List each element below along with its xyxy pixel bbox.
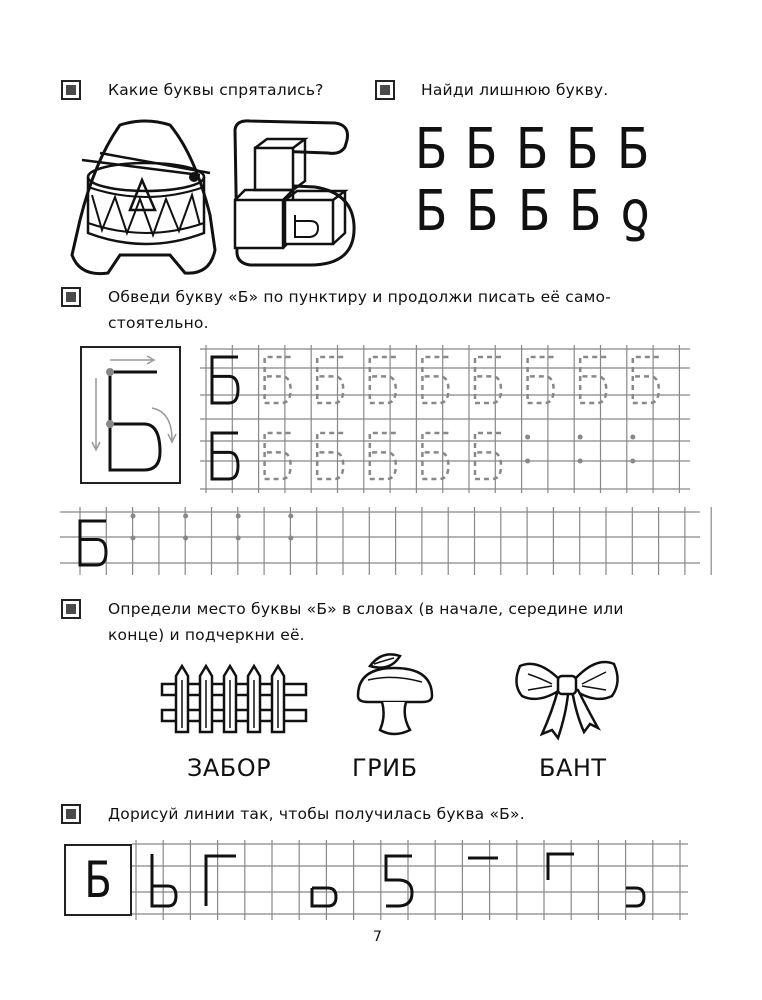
task-odd-letter-text: Найди лишнюю букву. [421, 81, 609, 99]
trace-letter-dashed [528, 357, 554, 403]
practice-grid [60, 507, 700, 575]
odd-letter-glyph[interactable]: Б [414, 117, 448, 182]
task-position-text-line1: Определи место буквы «Б» в словах (в начале, середине или [108, 600, 624, 618]
trace-letter-dashed [422, 433, 448, 479]
guide-dot [288, 536, 293, 541]
guide-dot [183, 514, 188, 519]
trace-letter-dashed [422, 357, 448, 403]
trace-letter-dashed [265, 433, 291, 479]
bow-icon [512, 656, 622, 740]
word-grib[interactable]: ГРИБ [352, 754, 418, 782]
practice-letter-solid [80, 521, 106, 565]
task-trace-text-line1: Обведи букву «Б» по пунктиру и продолжи писать её само- [108, 288, 612, 306]
task-hidden-letters-text: Какие буквы спрятались? [108, 81, 324, 99]
hidden-letters-illustration [60, 115, 360, 285]
stroke-order-diagram [82, 348, 179, 482]
odd-letter-glyph[interactable]: Б [414, 179, 448, 244]
odd-letter-glyph[interactable]: Б [465, 117, 498, 182]
stroke-order-sample [80, 346, 181, 484]
word-bant[interactable]: БАНТ [539, 754, 607, 782]
task-trace-text-line2: стоятельно. [108, 314, 209, 332]
trace-letter-solid [212, 357, 238, 403]
trace-letter-dashed [633, 357, 659, 403]
odd-letter-glyph[interactable]: Б [517, 179, 551, 244]
guide-dot [578, 459, 583, 464]
guide-dot [131, 536, 136, 541]
odd-letter-glyph[interactable]: Б [566, 117, 599, 182]
letter-fragment [626, 888, 644, 906]
task-marker-complete [61, 804, 81, 824]
odd-letter-row [412, 117, 652, 182]
guide-dot [630, 435, 635, 440]
guide-dot [525, 459, 530, 464]
guide-dot [525, 435, 530, 440]
odd-letter-glyph[interactable]: ƍ [620, 179, 650, 244]
complete-grid [132, 840, 688, 920]
odd-letter-glyph[interactable]: Б [466, 179, 499, 244]
task-complete-text: Дорисуй линии так, чтобы получилась буква «Б». [108, 805, 525, 823]
complete-sample-box [64, 844, 132, 916]
letter-fragment [312, 888, 336, 906]
guide-dot [578, 435, 583, 440]
task-marker-trace [61, 287, 81, 307]
guide-dot [288, 514, 293, 519]
task-marker-hidden-letters [61, 80, 81, 100]
guide-dot [131, 514, 136, 519]
task-marker-odd-letter [375, 80, 395, 100]
odd-letter-glyph[interactable]: Б [515, 117, 549, 182]
page-number: 7 [373, 929, 382, 945]
hidden-letter-a-drum-icon [72, 121, 215, 274]
trace-letter-dashed [317, 357, 343, 403]
task-marker-position [61, 599, 81, 619]
trace-letter-dashed [475, 433, 501, 479]
guide-dot [236, 536, 241, 541]
fence-icon [160, 662, 308, 736]
odd-letter-grid [412, 117, 652, 244]
guide-dot [630, 459, 635, 464]
trace-letter-dashed [475, 357, 501, 403]
letter-fragment [548, 854, 574, 880]
guide-dot [183, 536, 188, 541]
word-zabor[interactable]: ЗАБОР [187, 754, 272, 782]
trace-letter-solid [212, 433, 238, 479]
letter-fragment [206, 856, 236, 906]
trace-letter-dashed [265, 357, 291, 403]
trace-letter-dashed [580, 357, 606, 403]
letter-fragment [152, 854, 176, 906]
hidden-letter-b-cubes-icon [235, 121, 354, 265]
complete-sample-letter: Б [84, 851, 112, 909]
trace-letter-dashed [317, 433, 343, 479]
tracing-grid [200, 345, 690, 493]
trace-letter-dashed [370, 433, 396, 479]
odd-letter-row [412, 179, 652, 244]
mushroom-icon [352, 650, 438, 738]
task-position-text-line2: конце) и подчеркни её. [108, 626, 305, 644]
guide-dot [236, 514, 241, 519]
trace-letter-dashed [370, 357, 396, 403]
odd-letter-glyph[interactable]: Б [569, 179, 602, 244]
odd-letter-glyph[interactable]: Б [616, 117, 650, 182]
